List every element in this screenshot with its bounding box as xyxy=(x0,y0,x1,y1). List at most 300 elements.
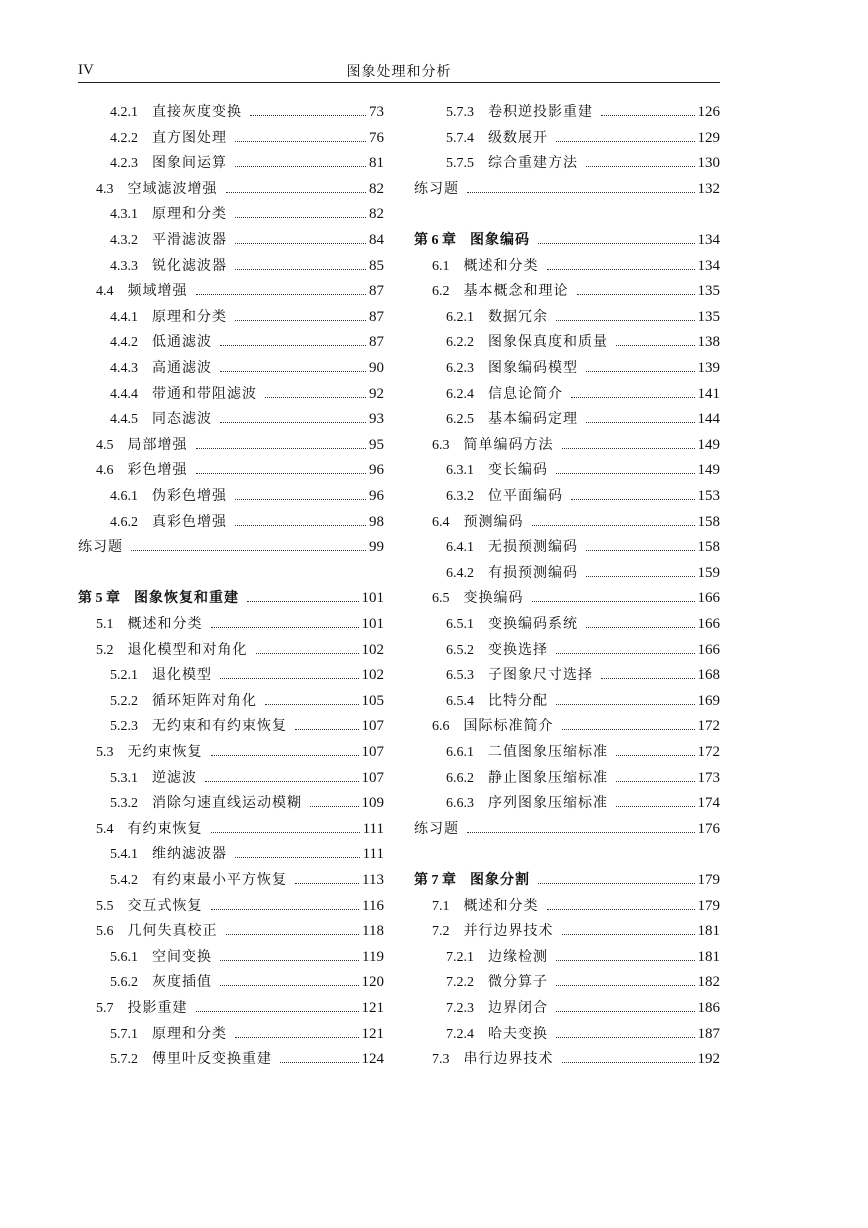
dot-leader xyxy=(532,525,695,526)
toc-section-title: 同态滤波 xyxy=(152,411,212,428)
toc-entry[interactable] xyxy=(96,817,384,842)
toc-entry[interactable] xyxy=(432,1047,720,1072)
toc-section-number: 5.2 xyxy=(96,642,114,658)
toc-entry[interactable] xyxy=(96,433,384,458)
toc-page-number: 111 xyxy=(362,846,384,863)
toc-section-number: 5.6.1 xyxy=(110,949,138,965)
dot-leader xyxy=(235,217,366,218)
toc-section-number: 4.4.4 xyxy=(110,386,138,402)
toc-section-title: 变换选择 xyxy=(488,641,548,658)
toc-section-number: 6.5 xyxy=(432,591,450,607)
toc-section-title: 交互式恢复 xyxy=(127,897,203,914)
toc-entry[interactable] xyxy=(110,407,384,432)
toc-page-number: 179 xyxy=(697,897,720,914)
toc-section-title: 直方图处理 xyxy=(152,129,227,146)
dot-leader xyxy=(131,550,366,551)
toc-section-title: 数据冗余 xyxy=(488,308,548,325)
toc-section-number: 6.5.2 xyxy=(446,642,474,658)
toc-chapter-entry[interactable] xyxy=(414,868,720,893)
dot-leader xyxy=(196,294,367,295)
toc-page-number: 153 xyxy=(697,488,720,504)
dot-leader xyxy=(247,601,359,602)
toc-section-number: 4.2.1 xyxy=(110,105,138,120)
toc-section-number: 6.3.1 xyxy=(446,463,474,479)
toc-entry[interactable] xyxy=(110,126,384,151)
toc-section-title: 有损预测编码 xyxy=(488,564,578,581)
toc-section-title: 串行边界技术 xyxy=(463,1051,554,1068)
toc-entry[interactable] xyxy=(446,305,720,330)
toc-section-number: 7.2.1 xyxy=(446,949,474,965)
dot-leader xyxy=(235,243,366,244)
dot-leader xyxy=(467,192,695,193)
toc-section-title: 基本编码定理 xyxy=(488,411,578,428)
toc-section-number: 5.7 xyxy=(96,1001,114,1016)
toc-entry[interactable] xyxy=(446,689,720,714)
toc-page-number: 138 xyxy=(697,334,720,351)
toc-entry[interactable] xyxy=(432,714,720,739)
toc-entry[interactable] xyxy=(432,510,720,535)
toc-entry[interactable] xyxy=(110,510,384,535)
toc-entry[interactable] xyxy=(446,330,720,355)
toc-page-number: 82 xyxy=(369,180,384,197)
dot-leader xyxy=(556,1011,695,1012)
toc-section-number: 5.2.3 xyxy=(110,719,138,735)
toc-chapter-entry[interactable] xyxy=(78,586,384,611)
toc-section-number: 5.7.1 xyxy=(110,1026,138,1042)
dot-leader xyxy=(556,960,695,961)
dot-leader xyxy=(310,806,359,807)
toc-entry[interactable] xyxy=(446,638,720,663)
toc-entry[interactable] xyxy=(96,740,384,765)
toc-section-title: 子图象尺寸选择 xyxy=(488,667,593,684)
dot-leader xyxy=(616,755,695,756)
toc-section-number: 第 5 章 xyxy=(78,591,120,607)
toc-entry[interactable] xyxy=(446,356,720,381)
toc-entry[interactable] xyxy=(446,535,720,560)
toc-page-number: 99 xyxy=(369,539,384,556)
toc-section-title: 低通滤波 xyxy=(152,334,212,351)
toc-section-title: 灰度插值 xyxy=(152,974,212,991)
toc-section-number: 4.3 xyxy=(96,181,114,197)
toc-section-number: 6.5.1 xyxy=(446,617,474,632)
toc-entry[interactable] xyxy=(110,382,384,407)
toc-section-number: 5.1 xyxy=(96,617,114,632)
dot-leader xyxy=(220,985,359,986)
toc-section-title: 彩色增强 xyxy=(127,462,188,479)
dot-leader xyxy=(226,934,360,935)
toc-section-title: 维纳滤波器 xyxy=(152,846,227,863)
toc-entry[interactable] xyxy=(110,228,384,253)
dot-leader xyxy=(586,422,695,423)
toc-section-title: 有约束恢复 xyxy=(127,820,203,837)
dot-leader xyxy=(547,909,695,910)
toc-entry[interactable] xyxy=(110,100,384,125)
toc-page-number: 174 xyxy=(697,795,720,812)
dot-leader xyxy=(211,832,360,833)
toc-section-number: 6.4.1 xyxy=(446,540,474,556)
toc-section-title: 边界闭合 xyxy=(488,1000,548,1016)
toc-entry[interactable] xyxy=(96,612,384,637)
toc-section-number: 4.4.3 xyxy=(110,361,138,376)
toc-entry[interactable] xyxy=(96,919,384,944)
toc-page-number: 135 xyxy=(697,308,720,325)
toc-page-number: 172 xyxy=(697,718,720,735)
toc-entry[interactable] xyxy=(446,151,720,176)
toc-page-number: 118 xyxy=(362,923,384,940)
toc-entry[interactable] xyxy=(110,254,384,279)
toc-entry[interactable] xyxy=(110,868,384,893)
toc-section-number: 5.2.1 xyxy=(110,668,138,684)
toc-page-number: 168 xyxy=(697,667,720,684)
dot-leader xyxy=(556,141,695,142)
toc-page-number: 73 xyxy=(369,104,384,120)
toc-page-number: 119 xyxy=(362,948,384,965)
toc-entry[interactable] xyxy=(432,433,720,458)
toc-section-title: 综合重建方法 xyxy=(488,155,578,172)
toc-section-title: 几何失真校正 xyxy=(127,923,218,940)
toc-entry[interactable] xyxy=(446,996,720,1021)
dot-leader xyxy=(220,960,359,961)
toc-entry[interactable] xyxy=(446,970,720,995)
toc-page-number: 120 xyxy=(361,974,384,991)
toc-section-number: 6.2.3 xyxy=(446,361,474,376)
dot-leader xyxy=(577,294,695,295)
toc-section-number: 5.6.2 xyxy=(110,975,138,991)
dot-leader xyxy=(586,576,695,577)
toc-section-title: 无损预测编码 xyxy=(488,539,578,556)
toc-section-title: 循环矩阵对角化 xyxy=(152,692,257,709)
dot-leader xyxy=(235,1037,359,1038)
toc-section-title: 图象间运算 xyxy=(152,155,227,172)
toc-section-title: 二值图象压缩标准 xyxy=(488,744,608,760)
toc-section-title: 并行边界技术 xyxy=(463,923,554,940)
dot-leader xyxy=(220,422,366,423)
toc-page-number: 166 xyxy=(697,641,720,658)
dot-leader xyxy=(562,934,695,935)
toc-entry[interactable] xyxy=(446,791,720,816)
dot-leader xyxy=(586,371,695,372)
toc-entry[interactable] xyxy=(110,1022,384,1047)
toc-entry[interactable] xyxy=(446,612,720,637)
page-number: IV xyxy=(78,62,94,78)
dot-leader xyxy=(235,857,360,858)
toc-section-number: 7.2.3 xyxy=(446,1001,474,1016)
toc-section-number: 6.6 xyxy=(432,719,450,735)
toc-page-number: 105 xyxy=(361,692,384,709)
toc-section-title: 图象编码模型 xyxy=(488,360,578,376)
toc-entry[interactable] xyxy=(110,356,384,381)
toc-entry[interactable] xyxy=(446,100,720,125)
toc-page-number: 82 xyxy=(369,206,384,223)
toc-section-number: 6.3.2 xyxy=(446,489,474,504)
toc-section-number: 4.6.1 xyxy=(110,489,138,504)
toc-entry[interactable] xyxy=(78,535,384,560)
dot-leader xyxy=(571,499,695,500)
toc-section-number: 4.4.5 xyxy=(110,412,138,428)
toc-entry[interactable] xyxy=(110,151,384,176)
toc-page-number: 84 xyxy=(369,232,384,248)
toc-entry[interactable] xyxy=(446,382,720,407)
dot-leader xyxy=(220,345,366,346)
toc-page-number: 126 xyxy=(697,104,720,120)
toc-section-number: 5.6 xyxy=(96,924,114,940)
toc-page-number: 113 xyxy=(362,872,384,888)
toc-page-number: 107 xyxy=(361,769,384,786)
toc-section-number: 6.5.4 xyxy=(446,693,474,709)
dot-leader xyxy=(616,806,695,807)
toc-section-number: 6.2.5 xyxy=(446,412,474,428)
toc-page-number: 90 xyxy=(369,360,384,376)
toc-page-number: 129 xyxy=(697,129,720,146)
toc-entry[interactable] xyxy=(110,202,384,227)
toc-page-number: 87 xyxy=(369,283,384,300)
toc-page-number: 107 xyxy=(361,744,384,760)
dot-leader xyxy=(250,115,366,116)
toc-section-title: 基本概念和理论 xyxy=(463,283,569,300)
toc-entry[interactable] xyxy=(110,791,384,816)
dot-leader xyxy=(538,883,695,884)
toc-section-title: 简单编码方法 xyxy=(463,436,554,453)
toc-section-title: 图象恢复和重建 xyxy=(134,590,239,607)
toc-page-number: 92 xyxy=(369,385,384,402)
toc-entry[interactable] xyxy=(446,945,720,970)
toc-section-number: 4.3.2 xyxy=(110,233,138,248)
toc-page-number: 139 xyxy=(697,360,720,376)
toc-entry[interactable] xyxy=(110,305,384,330)
toc-section-title: 概述和分类 xyxy=(127,616,203,632)
toc-entry[interactable] xyxy=(446,1022,720,1047)
toc-section-title: 图象分割 xyxy=(470,872,530,888)
toc-page-number: 96 xyxy=(369,462,384,479)
toc-section-title: 平滑滤波器 xyxy=(152,232,227,248)
toc-section-number: 4.6 xyxy=(96,463,114,479)
toc-page-number: 159 xyxy=(697,564,720,581)
toc-section-title: 有约束最小平方恢复 xyxy=(152,872,287,888)
toc-section-number: 4.3.3 xyxy=(110,258,138,274)
toc-entry[interactable] xyxy=(96,458,384,483)
toc-entry[interactable] xyxy=(432,919,720,944)
toc-entry[interactable] xyxy=(432,586,720,611)
toc-entry[interactable] xyxy=(110,766,384,791)
toc-page-number: 176 xyxy=(697,820,720,837)
toc-page-number: 107 xyxy=(361,718,384,735)
toc-entry[interactable] xyxy=(110,484,384,509)
toc-section-title: 序列图象压缩标准 xyxy=(488,795,608,812)
toc-page-number: 149 xyxy=(697,436,720,453)
toc-section-title: 概述和分类 xyxy=(463,897,539,914)
toc-page-number: 166 xyxy=(697,616,720,632)
toc-entry[interactable] xyxy=(96,279,384,304)
toc-entry[interactable] xyxy=(96,638,384,663)
toc-section-number: 6.6.1 xyxy=(446,745,474,760)
toc-entry[interactable] xyxy=(446,407,720,432)
toc-section-number: 5.7.5 xyxy=(446,156,474,172)
toc-page-number: 116 xyxy=(362,897,384,914)
dot-leader xyxy=(226,192,367,193)
toc-page-number: 158 xyxy=(697,539,720,556)
dot-leader xyxy=(532,601,695,602)
toc-entry[interactable] xyxy=(446,126,720,151)
dot-leader xyxy=(616,781,695,782)
dot-leader xyxy=(562,448,695,449)
dot-leader xyxy=(265,397,366,398)
toc-entry[interactable] xyxy=(110,1047,384,1072)
toc-page-number: 149 xyxy=(697,462,720,479)
toc-section-number: 6.2.1 xyxy=(446,309,474,325)
toc-page-number: 141 xyxy=(697,385,720,402)
toc-entry[interactable] xyxy=(432,254,720,279)
toc-page-number: 130 xyxy=(697,155,720,172)
toc-page-number: 166 xyxy=(697,590,720,607)
toc-section-title: 伪彩色增强 xyxy=(152,488,227,504)
dot-leader xyxy=(235,320,366,321)
toc-section-number: 5.3 xyxy=(96,745,114,760)
toc-section-title: 预测编码 xyxy=(463,513,524,530)
toc-section-number: 5.7.2 xyxy=(110,1052,138,1068)
toc-section-title: 投影重建 xyxy=(127,1000,188,1016)
toc-page-number: 182 xyxy=(697,974,720,991)
toc-entry[interactable] xyxy=(432,894,720,919)
toc-section-number: 7.1 xyxy=(432,898,450,914)
toc-page-number: 181 xyxy=(697,948,720,965)
toc-page-number: 192 xyxy=(697,1051,720,1068)
toc-section-title: 级数展开 xyxy=(488,129,548,146)
toc-entry[interactable] xyxy=(446,766,720,791)
toc-section-title: 比特分配 xyxy=(488,692,548,709)
toc-section-title: 退化模型 xyxy=(152,667,212,684)
toc-page-number: 144 xyxy=(697,411,720,428)
toc-page-number: 187 xyxy=(697,1025,720,1042)
dot-leader xyxy=(220,678,359,679)
toc-section-number: 4.3.1 xyxy=(110,207,138,223)
toc-page-number: 158 xyxy=(697,513,720,530)
dot-leader xyxy=(205,781,359,782)
toc-entry[interactable] xyxy=(432,279,720,304)
toc-section-number: 6.3 xyxy=(432,437,450,453)
toc-section-number: 4.2.2 xyxy=(110,130,138,146)
toc-entry[interactable] xyxy=(110,714,384,739)
toc-entry[interactable] xyxy=(110,689,384,714)
toc-section-title: 原理和分类 xyxy=(152,1025,227,1042)
toc-section-number: 5.2.2 xyxy=(110,693,138,709)
dot-leader xyxy=(211,755,359,756)
dot-leader xyxy=(265,704,359,705)
toc-section-number: 5.7.3 xyxy=(446,105,474,120)
toc-section-title: 微分算子 xyxy=(488,974,548,991)
toc-section-title: 带通和带阻滤波 xyxy=(152,385,257,402)
toc-section-title: 图象保真度和质量 xyxy=(488,334,608,351)
toc-entry[interactable] xyxy=(110,663,384,688)
toc-page-number: 173 xyxy=(697,769,720,786)
dot-leader xyxy=(571,397,695,398)
toc-page-number: 109 xyxy=(361,795,384,812)
toc-section-number: 第 6 章 xyxy=(414,233,456,248)
toc-section-title: 概述和分类 xyxy=(463,257,539,274)
toc-entry[interactable] xyxy=(110,842,384,867)
toc-entry[interactable] xyxy=(96,177,384,202)
toc-entry[interactable] xyxy=(110,970,384,995)
toc-page-number: 95 xyxy=(369,436,384,453)
toc-page-number: 124 xyxy=(361,1051,384,1068)
dot-leader xyxy=(211,627,359,628)
dot-leader xyxy=(556,704,695,705)
toc-entry[interactable] xyxy=(446,458,720,483)
toc-entry[interactable] xyxy=(110,330,384,355)
toc-section-number: 6.4.2 xyxy=(446,565,474,581)
dot-leader xyxy=(196,473,367,474)
toc-section-number: 6.2 xyxy=(432,284,450,300)
toc-section-number: 4.4 xyxy=(96,284,114,300)
toc-entry[interactable] xyxy=(446,663,720,688)
dot-leader xyxy=(556,1037,695,1038)
toc-page-number: 186 xyxy=(697,1000,720,1016)
toc-section-title: 直接灰度变换 xyxy=(152,104,242,120)
toc-section-number: 4.2.3 xyxy=(110,156,138,172)
toc-entry[interactable] xyxy=(446,561,720,586)
toc-section-number: 4.4.1 xyxy=(110,309,138,325)
toc-section-number: 7.2.2 xyxy=(446,975,474,991)
toc-entry[interactable] xyxy=(96,996,384,1021)
toc-entry[interactable] xyxy=(110,945,384,970)
dot-leader xyxy=(616,345,695,346)
toc-section-number: 6.2.2 xyxy=(446,335,474,351)
toc-entry[interactable] xyxy=(414,177,720,202)
toc-page-number: 179 xyxy=(697,872,720,888)
dot-leader xyxy=(556,473,695,474)
dot-leader xyxy=(196,1011,359,1012)
toc-page-number: 132 xyxy=(697,180,720,197)
toc-section-title: 无约束恢复 xyxy=(127,744,203,760)
dot-leader xyxy=(556,985,695,986)
dot-leader xyxy=(280,1062,359,1063)
toc-section-title: 空间变换 xyxy=(152,948,212,965)
toc-section-number: 第 7 章 xyxy=(414,873,456,888)
toc-section-title: 高通滤波 xyxy=(152,360,212,376)
toc-section-title: 傅里叶反变换重建 xyxy=(152,1051,272,1068)
toc-section-number: 4.4.2 xyxy=(110,335,138,351)
toc-page-number: 102 xyxy=(361,641,384,658)
dot-leader xyxy=(211,909,360,910)
toc-section-title: 原理和分类 xyxy=(152,308,227,325)
toc-entry[interactable] xyxy=(446,740,720,765)
toc-section-number: 6.6.2 xyxy=(446,770,474,786)
toc-section-number: 6.5.3 xyxy=(446,668,474,684)
dot-leader xyxy=(196,448,367,449)
dot-leader xyxy=(235,499,366,500)
toc-entry[interactable] xyxy=(96,894,384,919)
dot-leader xyxy=(562,729,695,730)
toc-page-number: 87 xyxy=(369,334,384,351)
toc-section-number: 6.1 xyxy=(432,258,450,274)
dot-leader xyxy=(295,883,359,884)
toc-entry[interactable] xyxy=(446,484,720,509)
toc-chapter-entry[interactable] xyxy=(414,228,720,253)
dot-leader xyxy=(601,678,695,679)
toc-entry[interactable] xyxy=(414,817,720,842)
toc-section-title: 信息论简介 xyxy=(488,385,563,402)
page-header xyxy=(78,58,720,83)
toc-section-title: 卷积逆投影重建 xyxy=(488,104,593,120)
toc-section-title: 无约束和有约束恢复 xyxy=(152,718,287,735)
toc-section-title: 练习题 xyxy=(78,539,123,556)
toc-section-title: 消除匀速直线运动模糊 xyxy=(152,795,302,812)
toc-page-number: 76 xyxy=(369,129,384,146)
dot-leader xyxy=(547,269,695,270)
toc-page-number: 172 xyxy=(697,744,720,760)
dot-leader xyxy=(562,1062,695,1063)
toc-section-title: 图象编码 xyxy=(470,232,530,248)
dot-leader xyxy=(586,550,695,551)
